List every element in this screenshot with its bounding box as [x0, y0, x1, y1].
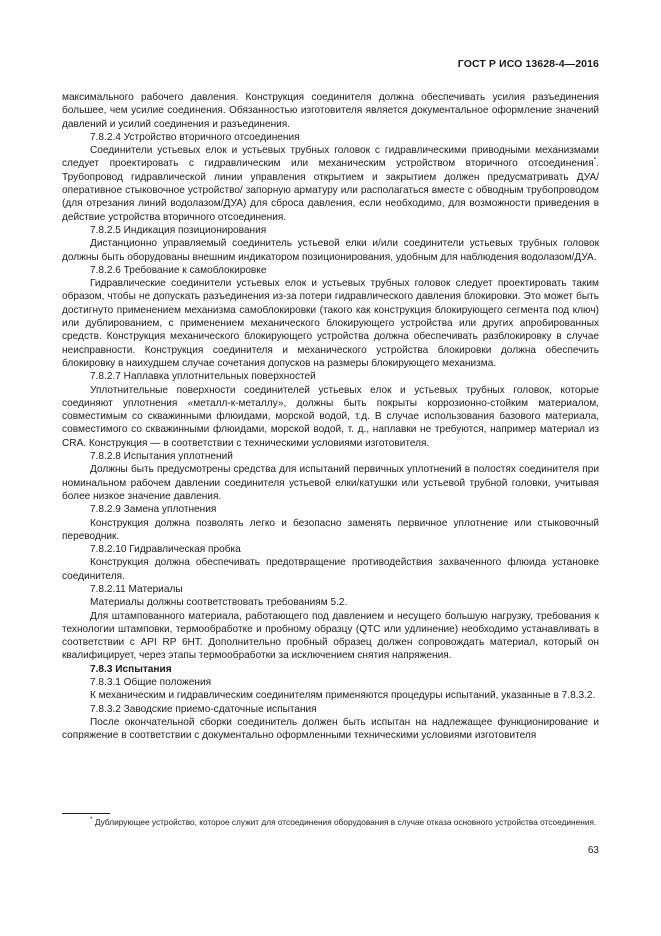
section-heading [62, 370, 599, 383]
body-paragraph [62, 517, 599, 544]
section-heading [62, 543, 599, 556]
paragraph-text: Должны быть предусмотрены средства для испытаний первичных уплотнений в полостях соединителя при номинальном рабочем давлении соединителя устьевой елки/катушки или устьевой трубной головки, учитывая более низкое значение давления. [62, 464, 599, 502]
body-paragraph [62, 91, 599, 131]
paragraph-text: 7.8.2.8 Испытания уплотнений [90, 451, 233, 463]
section-heading [62, 224, 599, 237]
section-heading [62, 264, 599, 277]
paragraph-text: 7.8.2.7 Наплавка уплотнительных поверхностей [90, 371, 316, 383]
body-paragraph [62, 689, 599, 702]
section-heading [62, 676, 599, 689]
document-header: ГОСТ Р ИСО 13628-4—2016 [457, 58, 599, 70]
document-body [62, 91, 599, 743]
paragraph-text: 7.8.3.2 Заводские приемо-сдаточные испытания [90, 703, 317, 715]
paragraph-text: 7.8.2.5 Индикация позиционирования [90, 224, 267, 236]
paragraph-text: 7.8.2.9 Замена уплотнения [90, 504, 217, 516]
body-paragraph [62, 716, 599, 743]
paragraph-text: Конструкция должна обеспечивать предотвращение противодействия захваченного флюида установке соединителя. [62, 557, 599, 582]
paragraph-text: Уплотнительные поверхности соединителей устьевых елок и устьевых трубных головок, которые соединяют уплотнения «металл-к-металлу», должны быть покрыты коррозионно-стойким материалом, совместимым со скважинными флюидами, морской водой, т.д. В случае использования базового материала, совместимого со скважинными флюидами, морской водой, т. д., наплавки не требуются, например материал из CRA. Конструкция — в соответствии с техническими условиями изготовителя. [62, 384, 599, 449]
paragraph-text: 7.8.2.10 Гидравлическая пробка [90, 544, 241, 556]
footnotes [62, 813, 599, 828]
paragraph-text: К механическим и гидравлическим соединителям применяются процедуры испытаний, указанные в 7.8.3.2. [90, 690, 596, 702]
paragraph-text: Соединители устьевых елок и устьевых трубных головок с гидравлическими приводными механизмами следует проектировать с гидравлическим или механическим устройством вторичного отсоединения [62, 145, 599, 170]
page-number: 63 [587, 845, 599, 856]
footnote-rule [62, 813, 110, 814]
body-paragraph [62, 610, 599, 663]
section-heading [62, 131, 599, 144]
section-heading [62, 450, 599, 463]
body-paragraph [62, 384, 599, 450]
paragraph-text: Конструкция должна позволять легко и безопасно заменять первичное уплотнение или стыковочный переводник. [62, 517, 599, 542]
footnote-reference: * [593, 157, 597, 165]
paragraph-text: Гидравлические соединители устьевых елок и устьевых трубных головок следует проектировать таким образом, чтобы не допускать разъединения из-за потери гидравлического давления блокировки. Это может быть достигнуто применением механизма самоблокировки (такого как конструкция блокирующего сегмента под ключ) или дублированием, с применением механического блокирующего устройства или других апробированных средств. Конструкция механического блокирующего устройства должна обеспечивать разблокировку в случае неисправности. Конструкция соединителя и механического устройства блокировки должна обеспечить блокировку в наихудшем случае сочетания допусков на размеры блокирующего механизма. [62, 278, 599, 369]
paragraph-text: 7.8.2.6 Требование к самоблокировке [90, 264, 267, 276]
body-paragraph [62, 556, 599, 583]
paragraph-text: После окончательной сборки соединитель должен быть испытан на надлежащее функционирование и сопряжение в соответствии с документально оформленными техническими условиями изготовителя [62, 716, 599, 742]
section-heading [62, 583, 599, 596]
paragraph-text: 7.8.2.4 Устройство вторичного отсоединения [90, 131, 300, 143]
body-paragraph [62, 237, 599, 264]
paragraph-text: максимального рабочего давления. Конструкция соединителя должна обеспечивать усилия разъединения большее, чем усилие соединения. Обязанностью изготовителя является документальное оформление значений давлений и усилий соединения и разъединения. [62, 92, 599, 130]
body-paragraph [62, 144, 599, 224]
paragraph-text: 7.8.2.11 Материалы [90, 583, 183, 595]
paragraph-text: 7.8.3 Испытания [90, 663, 172, 675]
paragraph-text: 7.8.3.1 Общие положения [90, 677, 212, 689]
paragraph-text: . Трубопровод гидравлической линии управления открытием и закрытием должен предусматривать ДУА/оперативное стыковочное устройство/ запорную арматуру или располагаться вместе с обводным трубопроводом (для отрезания линий водолазом/ДУА) для сброса давления, если необходимо, для возможности приведения в действие устройства вторичного отсоединения. [62, 158, 599, 223]
section-heading [62, 663, 599, 676]
paragraph-text: Дистанционно управляемый соединитель устьевой елки и/или соединители устьевых трубных головок должны быть оборудованы внешним индикатором позиционирования, удобным для наблюдения водолазом/ДУА. [62, 238, 599, 263]
body-paragraph [62, 463, 599, 503]
paragraph-text: Материалы должны соответствовать требованиям 5.2. [90, 597, 348, 609]
body-paragraph [62, 277, 599, 370]
paragraph-text: Для штампованного материала, работающего под давлением и несущего большую нагрузку, требования к технологии штамповки, термообработке и пробному образцу (QTC или удлинение) необходимо устанавливать в соответствии с API RP 6HT. Дополнительно пробный образец должен сопровождать материал, который он квалифицирует, через этапы термообработки за исключением снятия напряжения. [62, 610, 599, 662]
footnote-marker: * [90, 816, 93, 824]
footnote-text: Дублирующее устройство, которое служит для отсоединения оборудования в случае отказа основного устройства отсоединения. [92, 817, 597, 827]
section-heading [62, 503, 599, 516]
section-heading [62, 703, 599, 716]
body-paragraph [62, 596, 599, 609]
footnote-item [62, 817, 599, 828]
